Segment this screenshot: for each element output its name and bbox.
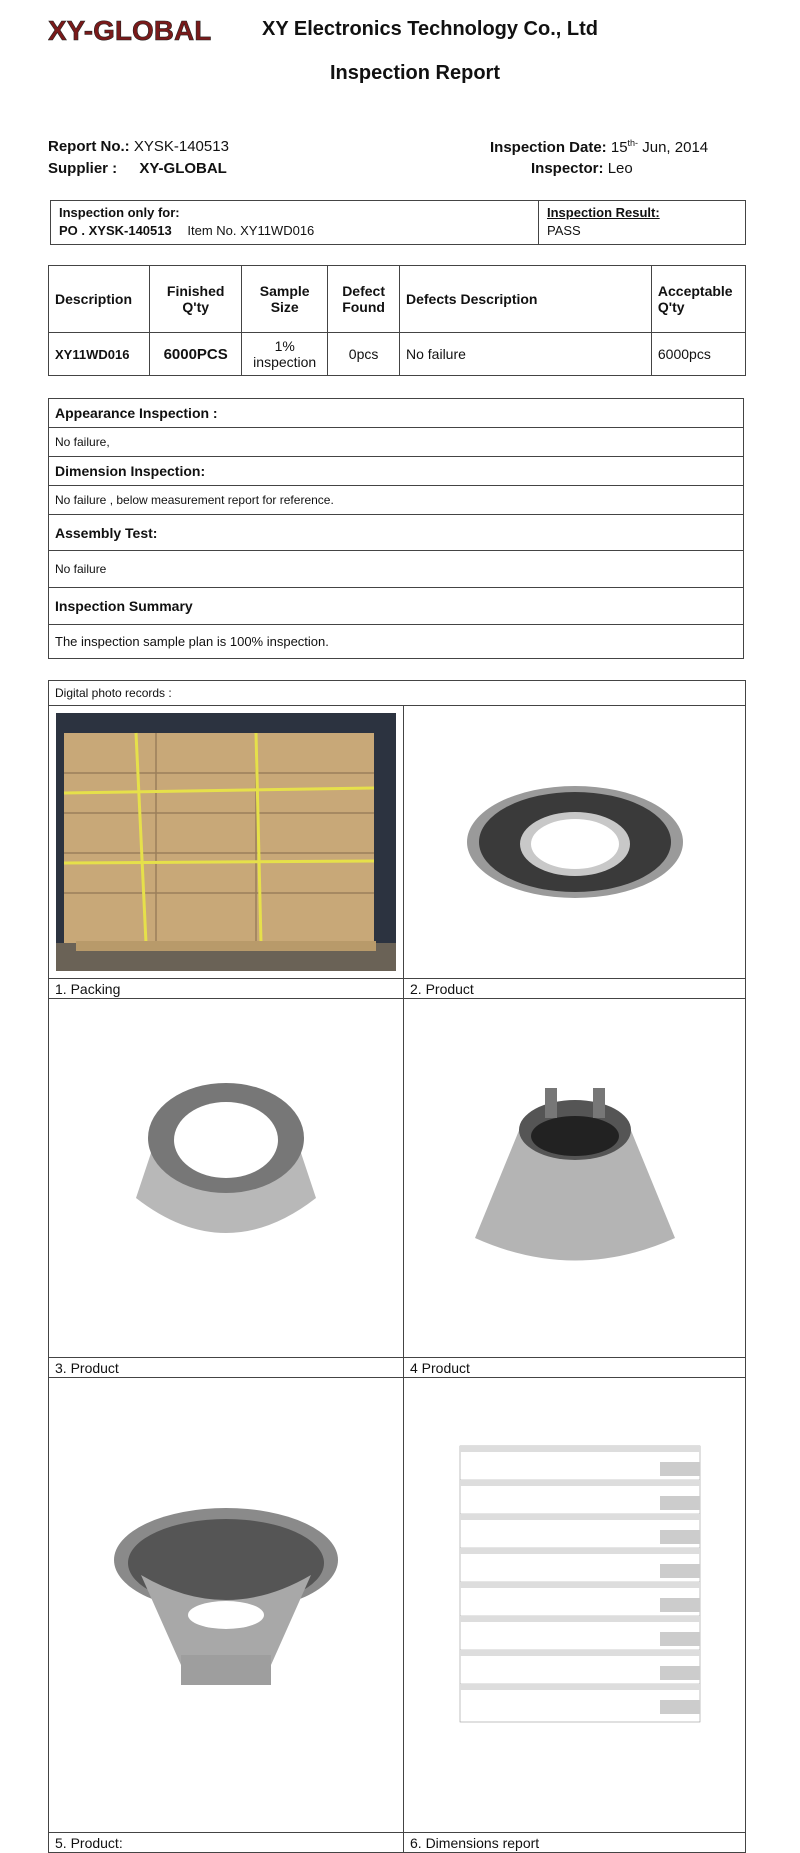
summary-body: The inspection sample plan is 100% inspection. <box>48 624 744 659</box>
inspector-label: Inspector: <box>531 160 604 177</box>
assembly-heading: Assembly Test: <box>48 514 744 551</box>
appearance-body: No failure, <box>48 427 744 457</box>
cell-sample-size: 1% inspection <box>242 333 328 376</box>
date-day: 15 <box>610 139 628 156</box>
table-row <box>49 333 746 376</box>
inspection-result <box>541 201 745 244</box>
dimension-heading: Dimension Inspection: <box>48 456 744 486</box>
po-box <box>50 200 746 245</box>
caption-3: 3. Product <box>49 1358 404 1378</box>
inspection-table <box>48 265 746 376</box>
report-title: Inspection Report <box>329 62 500 84</box>
date-label: Inspection Date: <box>490 139 607 156</box>
supplier <box>48 160 227 177</box>
table-header-row <box>49 266 746 333</box>
caption-6: 6. Dimensions report <box>404 1833 746 1853</box>
item-number: Item No. XY11WD016 <box>187 223 315 238</box>
inspector-value: Leo <box>607 160 633 177</box>
cell-finished-qty: 6000PCS <box>150 333 242 376</box>
header-defect-found: Defect Found <box>328 266 400 333</box>
summary-heading: Inspection Summary <box>48 587 744 625</box>
packing-photo <box>49 706 404 979</box>
supplier-label: Supplier : <box>48 160 118 177</box>
report-no-label: Report No.: <box>48 138 130 155</box>
result-label: Inspection Result: <box>547 205 660 220</box>
inspector <box>531 160 633 177</box>
cell-defects-description: No failure <box>400 333 652 376</box>
caption-4: 4 Product <box>404 1358 746 1378</box>
date-suffix: th- <box>627 138 639 148</box>
assembly-body: No failure <box>48 550 744 588</box>
header-sample-size: Sample Size <box>242 266 328 333</box>
result-value: PASS <box>547 223 581 238</box>
report-no <box>48 138 229 155</box>
header-finished-qty: Finished Q'ty <box>150 266 242 333</box>
supplier-value: XY-GLOBAL <box>139 160 227 177</box>
dimension-body: No failure , below measurement report for reference. <box>48 485 744 515</box>
header-acceptable-qty: Acceptable Q'ty <box>651 266 745 333</box>
header-description: Description <box>49 266 150 333</box>
inspection-date <box>490 138 708 156</box>
cell-acceptable-qty: 6000pcs <box>651 333 745 376</box>
photo-records-title: Digital photo records : <box>49 681 746 706</box>
logo-text: XY-GLOBAL <box>48 15 212 46</box>
po-number: PO . XYSK-140513 <box>59 223 172 238</box>
caption-1: 1. Packing <box>49 979 404 999</box>
cell-defect-found: 0pcs <box>328 333 400 376</box>
product-photo-4 <box>404 999 746 1358</box>
cell-description: XY11WD016 <box>49 333 150 376</box>
company-logo <box>48 10 248 50</box>
appearance-heading: Appearance Inspection : <box>48 398 744 428</box>
dimensions-report-image <box>404 1378 746 1833</box>
caption-5: 5. Product: <box>49 1833 404 1853</box>
photo-records <box>48 680 746 1853</box>
product-photo-2 <box>404 706 746 979</box>
inspection-only-for: Inspection only for: <box>59 205 180 220</box>
caption-2: 2. Product <box>404 979 746 999</box>
report-no-value: XYSK-140513 <box>133 138 229 155</box>
date-rest: Jun, 2014 <box>642 139 709 156</box>
header-defects-description: Defects Description <box>400 266 652 333</box>
product-photo-5 <box>49 1378 404 1833</box>
po-info <box>51 201 539 244</box>
company-name: XY Electronics Technology Co., Ltd <box>262 18 598 40</box>
product-photo-3 <box>49 999 404 1358</box>
